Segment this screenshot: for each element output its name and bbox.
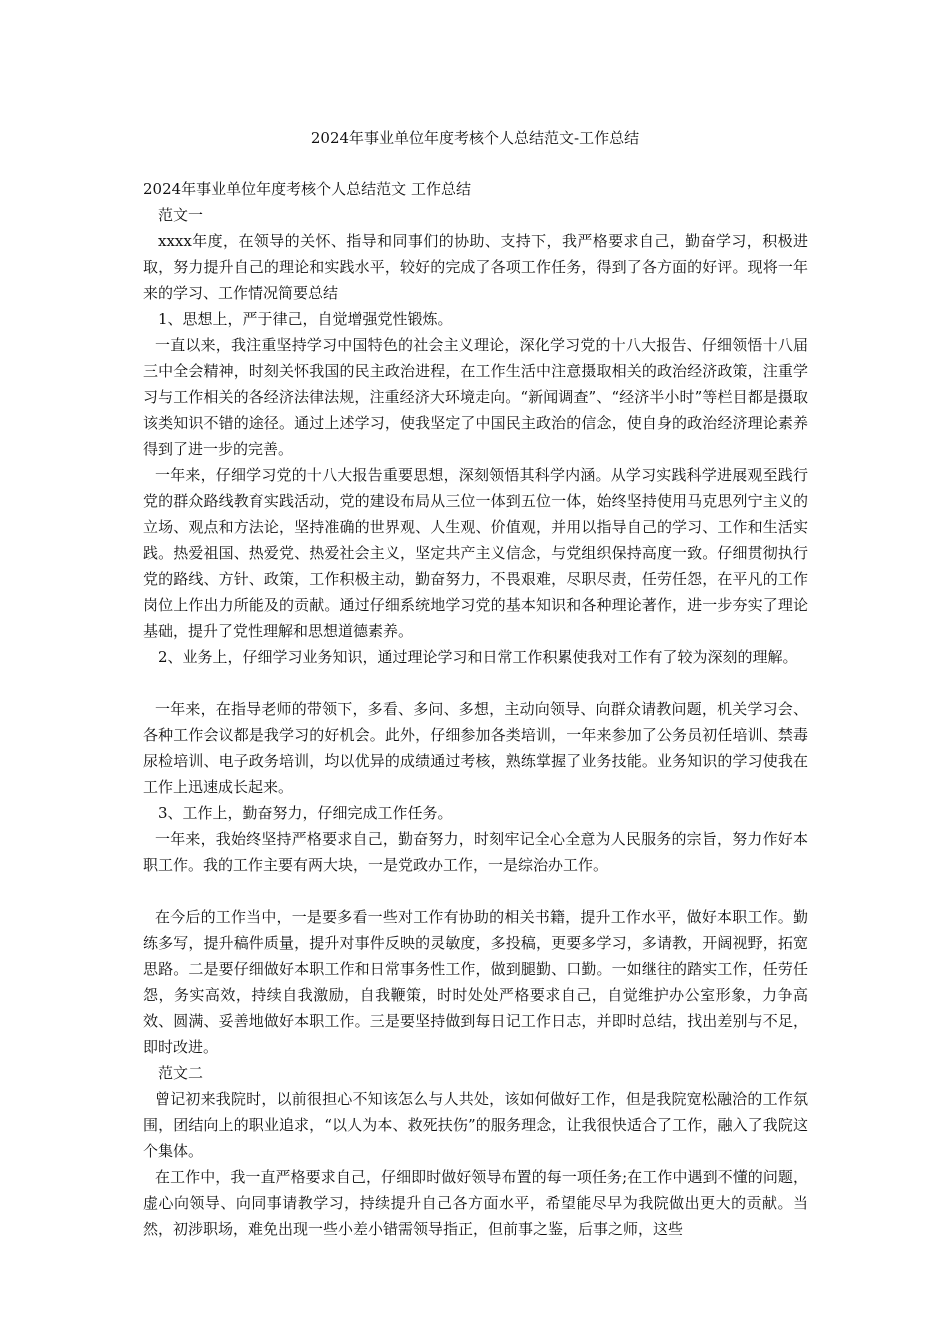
- paragraph-business: 一年来，在指导老师的带领下，多看、多问、多想，主动向领导、向群众请教问题，机关学习会、各种工作会议都是我学习的好机会。此外，仔细参加各类培训，一年来参加了公务员初任培训、禁毒尿检培训、电子政务培训，均以优异的成绩通过考核，熟练掌握了业务技能。业务知识的学习使我在工作上迅速成长起来。: [143, 700, 808, 796]
- paragraph-sample-2-work: 在工作中，我一直严格要求自己，仔细即时做好领导布置的每一项任务;在工作中遇到不懂的问题，虚心向领导、向同事请教学习，持续提升自己各方面水平，希望能尽早为我院做出更大的贡献。当然，初涉职场，难免出现一些小差小错需领导指正，但前事之鉴，后事之师，这些: [143, 1168, 808, 1238]
- document-body: [143, 176, 808, 1242]
- paragraph-work: 一年来，我始终坚持严格要求自己，勤奋努力，时刻牢记全心全意为人民服务的宗旨，努力作好本职工作。我的工作主要有两大块，一是党政办工作，一是综治办工作。: [143, 830, 808, 874]
- paragraph-future: 在今后的工作当中，一是要多看一些对工作有协助的相关书籍，提升工作水平，做好本职工作。勤练多写，提升稿件质量，提升对事件反映的灵敏度，多投稿，更要多学习，多请教，开阔视野，拓宽思路。二是要仔细做好本职工作和日常事务性工作，做到腿勤、口勤。一如继往的踏实工作，任劳任怨，务实高效，持续自我激励，自我鞭策，时时处处严格要求自己，自觉维护办公室形象，力争高效、圆满、妥善地做好本职工作。三是要坚持做到每日记工作日志，并即时总结，找出差别与不足，即时改进。: [143, 908, 808, 1056]
- paragraph-intro: xxxx年度，在领导的关怀、指导和同事们的协助、支持下，我严格要求自己，勤奋学习，积极进取，努力提升自己的理论和实践水平，较好的完成了各项工作任务，得到了各方面的好评。现将一年来的学习、工作情况简要总结: [143, 232, 808, 302]
- document-subtitle: 2024年事业单位年度考核个人总结范文 工作总结: [143, 180, 471, 198]
- blank-line: [143, 878, 808, 904]
- document-title: 2024年事业单位年度考核个人总结范文-工作总结: [310, 129, 640, 147]
- heading-work: 3、工作上，勤奋努力，仔细完成工作任务。: [158, 804, 453, 822]
- paragraph-sample-2-intro: 曾记初来我院时，以前很担心不知该怎么与人共处，该如何做好工作，但是我院宽松融洽的工作氛围，团结向上的职业追求，“以人为本、救死扶伤”的服务理念，让我很快适合了工作，融入了我院这个集体。: [143, 1090, 808, 1160]
- paragraph-ideology-2: 一年来，仔细学习党的十八大报告重要思想，深刻领悟其科学内涵。从学习实践科学进展观至践行党的群众路线教育实践活动，党的建设布局从三位一体到五位一体，始终坚持使用马克思列宁主义的立场、观点和方法论，坚持准确的世界观、人生观、价值观，并用以指导自己的学习、工作和生活实践。热爱祖国、热爱党、热爱社会主义，坚定共产主义信念，与党组织保持高度一致。仔细贯彻执行党的路线、方针、政策，工作积极主动，勤奋努力，不畏艰难，尽职尽责，任劳任怨，在平凡的工作岗位上作出力所能及的贡献。通过仔细系统地学习党的基本知识和各种理论著作，进一步夯实了理论基础，提升了党性理解和思想道德素养。: [143, 466, 808, 640]
- heading-ideology: 1、思想上，严于律己，自觉增强党性锻炼。: [158, 310, 453, 328]
- heading-business: 2、业务上，仔细学习业务知识，通过理论学习和日常工作积累使我对工作有了较为深刻的理解。: [158, 648, 798, 666]
- section-heading-sample-2: 范文二: [158, 1064, 204, 1082]
- paragraph-ideology-1: 一直以来，我注重坚持学习中国特色的社会主义理论，深化学习党的十八大报告、仔细领悟十八届三中全会精神，时刻关怀我国的民主政治进程，在工作生活中注意摄取相关的政治经济政策，注重学习与工作相关的各经济法律法规，注重经济大环境走向。“新闻调查”、“经济半小时”等栏目都是摄取该类知识不错的途径。通过上述学习，使我坚定了中国民主政治的信念，使自身的政治经济理论素养得到了进一步的完善。: [143, 336, 808, 458]
- blank-line: [143, 670, 808, 696]
- section-heading-sample-1: 范文一: [158, 206, 204, 224]
